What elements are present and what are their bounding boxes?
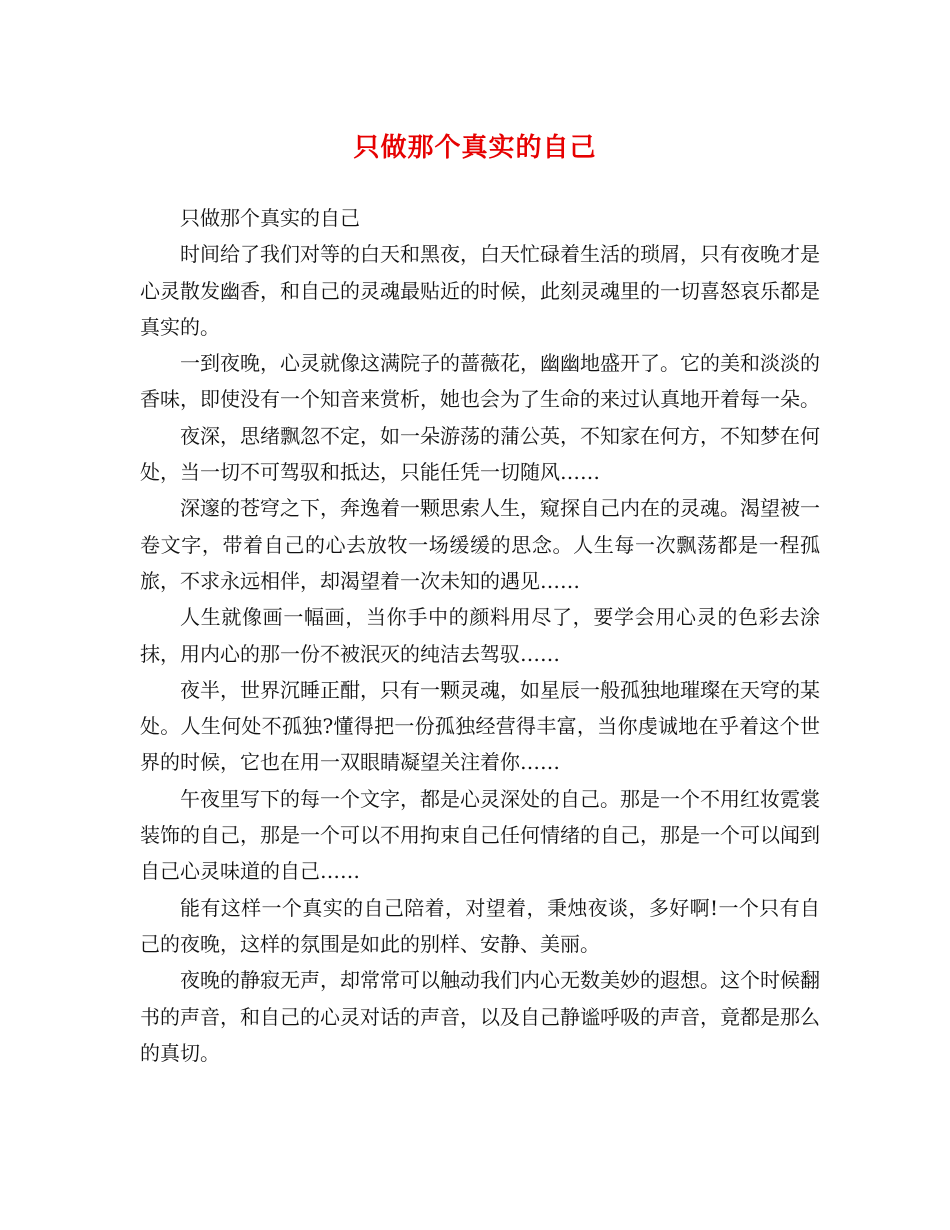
paragraph: 夜晚的静寂无声，却常常可以触动我们内心无数美妙的遐想。这个时候翻书的声音，和自己的心灵对话的声音，以及自己静谧呼吸的声音，竟都是那么的真切。 xyxy=(140,968,820,1065)
paragraph: 一到夜晚，心灵就像这满院子的蔷薇花，幽幽地盛开了。它的美和淡淡的香味，即使没有一个知音来赏析，她也会为了生命的来过认真地开着每一朵。 xyxy=(140,351,820,412)
document-title: 只做那个真实的自己 xyxy=(353,133,597,163)
paragraph: 能有这样一个真实的自己陪着，对望着，秉烛夜谈，多好啊!一个只有自己的夜晚，这样的氛围是如此的别样、安静、美丽。 xyxy=(140,895,820,956)
document-body xyxy=(140,200,820,1071)
paragraph: 深邃的苍穹之下，奔逸着一颗思索人生，窥探自己内在的灵魂。渴望被一卷文字，带着自己的心去放牧一场缓缓的思念。人生每一次飘荡都是一程孤旅，不求永远相伴，却渴望着一次未知的遇见…… xyxy=(140,496,820,593)
paragraph: 时间给了我们对等的白天和黑夜，白天忙碌着生活的琐屑，只有夜晚才是心灵散发幽香，和自己的灵魂最贴近的时候，此刻灵魂里的一切喜怒哀乐都是真实的。 xyxy=(140,242,820,339)
paragraph: 夜半，世界沉睡正酣，只有一颗灵魂，如星辰一般孤独地璀璨在天穹的某处。人生何处不孤独?懂得把一份孤独经营得丰富，当你虔诚地在乎着这个世界的时候，它也在用一双眼睛凝望关注着你…… xyxy=(140,677,820,775)
paragraph: 夜深，思绪飘忽不定，如一朵游荡的蒲公英，不知家在何方，不知梦在何处，当一切不可驾驭和抵达，只能任凭一切随风…… xyxy=(140,423,820,485)
paragraph-subtitle: 只做那个真实的自己 xyxy=(180,206,360,230)
paragraph: 人生就像画一幅画，当你手中的颜料用尽了，要学会用心灵的色彩去涂抹，用内心的那一份不被泯灭的纯洁去驾驭…… xyxy=(140,605,820,666)
paragraph: 午夜里写下的每一个文字，都是心灵深处的自己。那是一个不用红妆霓裳装饰的自己，那是一个可以不用拘束自己任何情绪的自己，那是一个可以闻到自己心灵味道的自己…… xyxy=(140,786,820,884)
